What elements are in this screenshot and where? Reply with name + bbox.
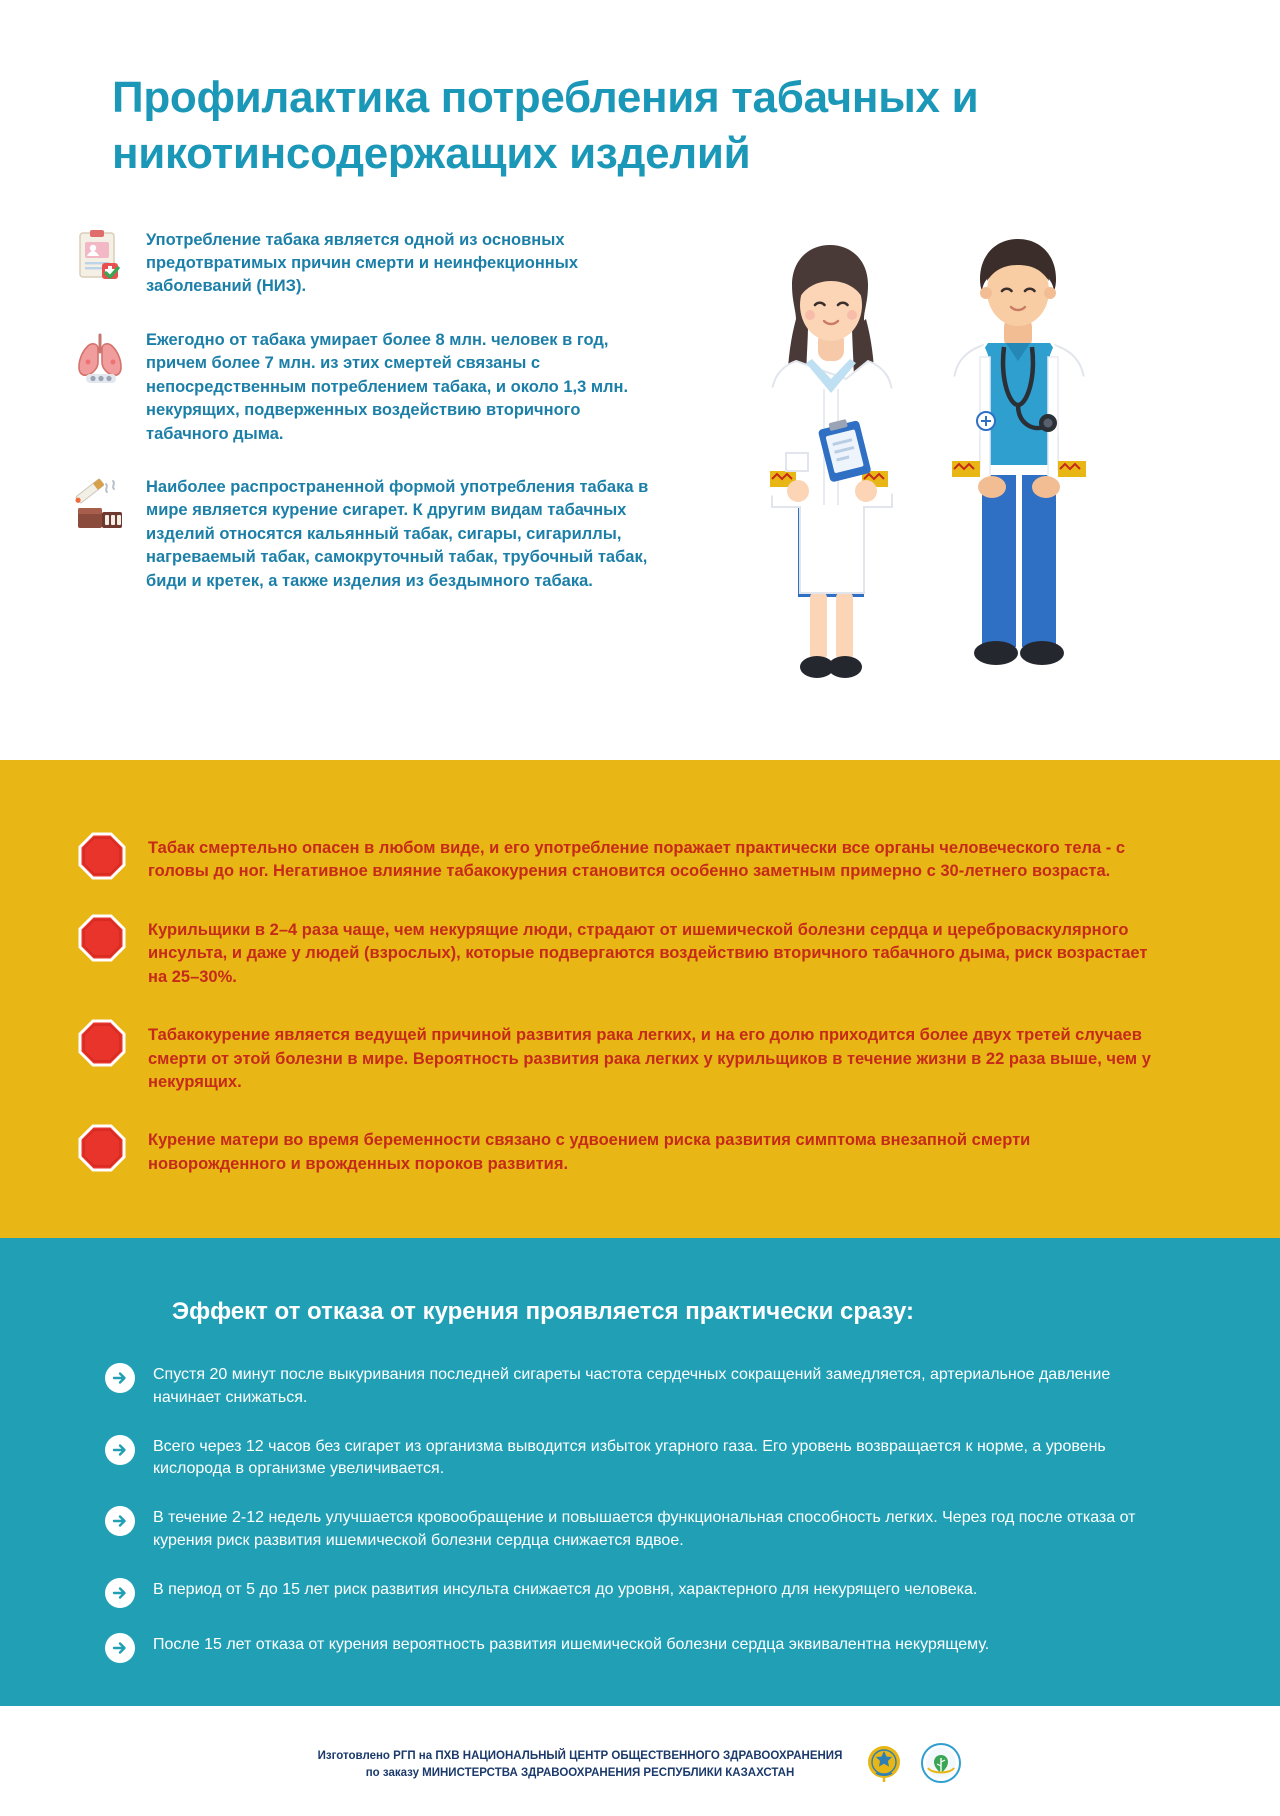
list-item [0,1577,1280,1608]
list-item-text: Употребление табака является одной из основных предотвратимых причин смерти и неинфекционных заболеваний (НИЗ). [146,230,579,296]
list-item [0,1434,1280,1481]
intro-section [0,0,1280,760]
list-item [0,1362,1280,1409]
intro-list [70,225,660,695]
page-title: Профилактика потребления табачных и никотинсодержащих изделий [112,73,979,179]
list-item [70,325,660,446]
list-item [70,225,660,299]
list-item-text: Наиболее распространенной формой употребления табака в мире является курение сигарет. К другим видам табачных изделий относятся кальянный табак, сигары, сигариллы, нагреваемый табак, самокруточный табак, трубочный табак, биди и кретек, а также изделия из бездымного табака. [146,478,649,590]
stop-sign-icon [78,914,126,962]
list-item [0,1632,1280,1663]
list-item [0,1021,1280,1094]
list-item-text: В период от 5 до 15 лет риск развития инсульта снижается до уровня, характерного для некурящего человека. [153,1580,978,1598]
stop-sign-icon [78,1019,126,1067]
warnings-section [0,760,1280,1238]
list-item-text: Спустя 20 минут после выкуривания последней сигареты частота сердечных сокращений замедляется, артериальное давление начинает снижаться. [153,1366,1111,1406]
footer-line-2: по заказу МИНИСТЕРСТВА ЗДРАВООХРАНЕНИЯ РЕСПУБЛИКИ КАЗАХСТАН [365,1767,795,1779]
lungs-icon [70,327,132,389]
list-item-text: Ежегодно от табака умирает более 8 млн. человек в год, причем более 7 млн. из этих смертей связаны с непосредственным потреблением табака, и около 1,3 млн. некурящих, подверженных воздействию вторичного табачного дыма. [146,330,629,443]
stop-sign-icon [78,1124,126,1172]
list-item-text: После 15 лет отказа от курения вероятность развития ишемической болезни сердца эквивалентна некурящему. [153,1635,990,1653]
list-item [0,916,1280,989]
footer-line-1: Изготовлено РГП на ПХВ НАЦИОНАЛЬНЫЙ ЦЕНТР ОБЩЕСТВЕННОГО ЗДРАВООХРАНЕНИЯ [317,1749,843,1762]
footer-logos [864,1742,962,1789]
list-item-text: Табак смертельно опасен в любом виде, и его употребление поражает практически все органы человеческого тела - с головы до ног. Негативное влияние табакокурения становится особенно заметным примерно с 30-летнего возраста. [148,839,1126,881]
list-item [0,1505,1280,1552]
national-health-center-logo [920,1742,962,1789]
list-item-text: В течение 2-12 недель улучшается кровообращение и повышается функциональная способность легких. Через год после отказа от курения риск развития ишемической болезни сердца снижается вдвое. [153,1509,1136,1549]
list-item [0,834,1280,884]
arrow-right-icon [105,1435,135,1465]
two-doctors-illustration [660,225,1240,695]
intro-wrapper [0,225,1280,695]
list-item [70,472,660,593]
list-item-text: Всего через 12 часов без сигарет из организма выводится избыток угарного газа. Его уровень возвращается к норме, а уровень кислорода в организме увеличивается. [153,1437,1106,1478]
footer-credits [318,1748,843,1783]
list-item-text: Табакокурение является ведущей причиной развития рака легких, и на его долю приходится более двух третей случаев смерти от этой болезни в мире. Вероятность развития рака легких у курильщиков в течение жизни в 22 раза выше, чем у некурящих. [148,1026,1151,1091]
arrow-right-icon [105,1506,135,1536]
clipboard-health-icon [70,227,132,289]
kazakhstan-emblem-logo [864,1742,904,1789]
footer [0,1706,1280,1816]
cigarettes-icon [70,474,132,536]
arrow-right-icon [105,1578,135,1608]
list-item-text: Курильщики в 2–4 раза чаще, чем некурящие люди, страдают от ишемической болезни сердца и цереброваскулярного инсульта, и даже у людей (взрослых), которые подвергаются воздействию вторичного табачного дыма, риск возрастает на 25–30%. [148,920,1148,986]
benefits-heading: Эффект от отказа от курения проявляется практически сразу: [172,1298,915,1326]
stop-sign-icon [78,832,126,880]
benefits-section [0,1238,1280,1706]
list-item-text: Курение матери во время беременности связано с удвоением риска развития симптома внезапной смерти новорожденного и врожденных пороков развития. [148,1131,1031,1173]
arrow-right-icon [105,1633,135,1663]
list-item [0,1126,1280,1176]
arrow-right-icon [105,1363,135,1393]
